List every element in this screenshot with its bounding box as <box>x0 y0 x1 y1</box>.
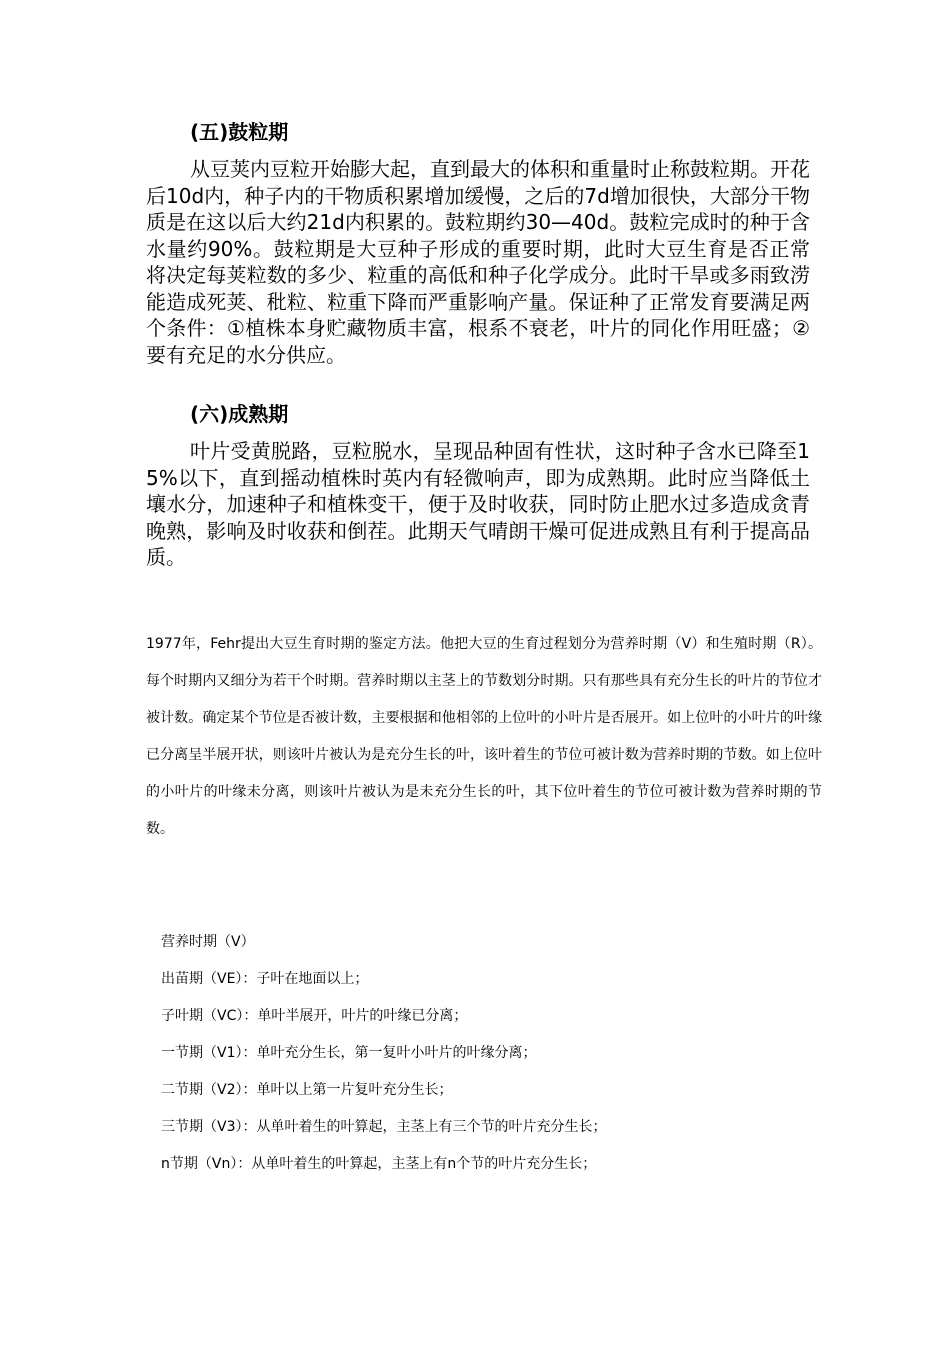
vegetative-stage-list <box>161 924 801 1183</box>
list-item: 一节期（V1）：单叶充分生长，第一复叶小叶片的叶缘分离； <box>161 1045 537 1061</box>
section-heading-filling-stage: (五)鼓粒期 <box>190 120 289 144</box>
list-item: 营养时期（V） <box>161 934 255 950</box>
list-item: 二节期（V2）：单叶以上第一片复叶充分生长； <box>161 1082 453 1098</box>
maturity-stage-paragraph: 叶片受黄脱路，豆粒脱水，呈现品种固有性状，这时种子含水已降至15%以下，直到摇动植株时英内有轻微响声，即为成熟期。此时应当降低土壤水分，加速种子和植株变干，便于及时收获，同时防止肥水过多造成贪青晚熟，影响及时收获和倒茬。此期天气晴朗干燥可促进成熟且有利于提高品质。 <box>146 439 810 569</box>
filling-stage-paragraph: 从豆荚内豆粒开始膨大起，直到最大的体积和重量时止称鼓粒期。开花后10d内，种子内的干物质积累增加缓慢，之后的7d增加很快，大部分干物质是在这以后大约21d内积累的。鼓粒期约30—40d。鼓粒完成时的种于含水量约90%。鼓粒期是大豆种子形成的重要时期，此时大豆生育是否正常将决定每荚粒数的多少、粒重的高低和种子化学成分。此时干旱或多雨致涝能造成死荚、秕粒、粒重下降而严重影响产量。保证种了正常发育要满足两个条件：①植株本身贮藏物质丰富，根系不衰老，叶片的同化作用旺盛；②要有充足的水分供应。 <box>146 157 810 367</box>
list-item: 三节期（V3）：从单叶着生的叶算起，主茎上有三个节的叶片充分生长； <box>161 1119 607 1135</box>
list-item: 子叶期（VC）：单叶半展开，叶片的叶缘已分离； <box>161 1008 468 1024</box>
section-heading-maturity-stage: (六)成熟期 <box>190 402 289 426</box>
fehr-method-paragraph: 1977年，Fehr提出大豆生育时期的鉴定方法。他把大豆的生育过程划分为营养时期（V）和生殖时期（R）。每个时期内又细分为若干个时期。营养时期以主茎上的节数划分时期。只有那些具有充分生长的叶片的节位才被计数。确定某个节位是否被计数，主要根据和他相邻的上位叶的小叶片是否展开。如上位叶的小叶片的叶缘已分离呈半展开状，则该叶片被认为是充分生长的叶，该叶着生的节位可被计数为营养时期的节数。如上位叶的小叶片的叶缘未分离，则该叶片被认为是未充分生长的叶，其下位叶着生的节位可被计数为营养时期的节数。 <box>146 636 822 837</box>
list-item: n节期（Vn）：从单叶着生的叶算起，主茎上有n个节的叶片充分生长； <box>161 1156 597 1172</box>
list-item: 出苗期（VE）：子叶在地面以上； <box>161 971 369 987</box>
